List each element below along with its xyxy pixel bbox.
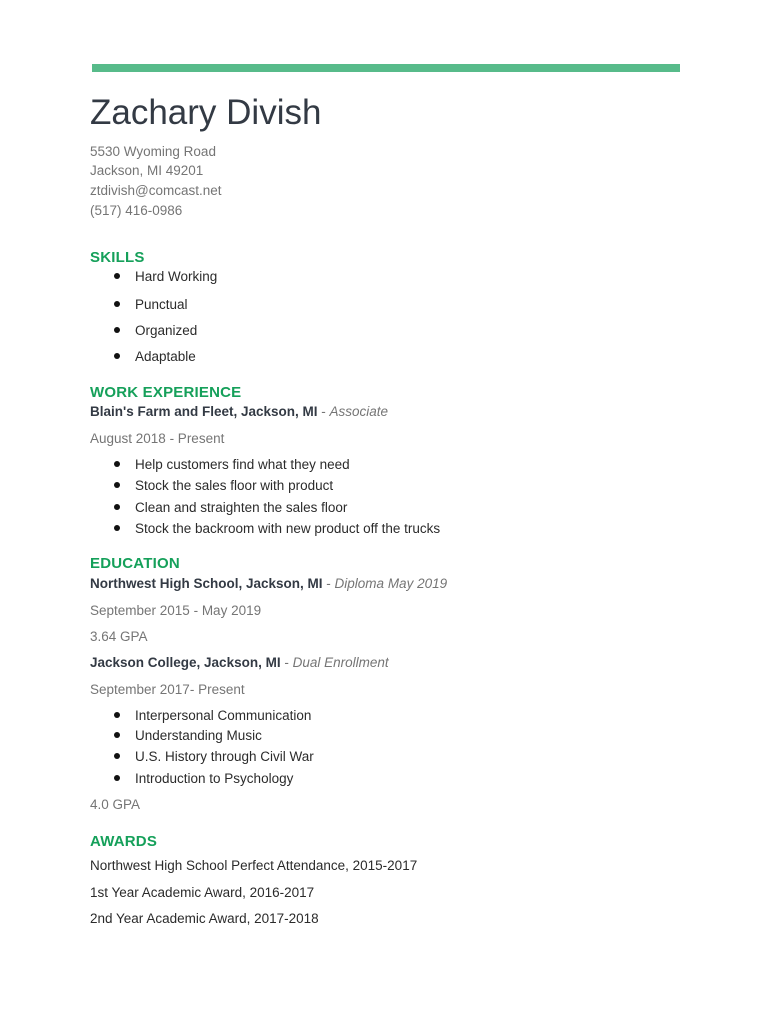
bullet-icon xyxy=(114,775,120,781)
address-line-1: 5530 Wyoming Road xyxy=(90,144,216,159)
job-duty: Help customers find what they need xyxy=(135,457,350,472)
bullet-icon xyxy=(114,482,120,488)
work-experience-heading: WORK EXPERIENCE xyxy=(90,384,242,401)
course-item: Interpersonal Communication xyxy=(135,708,312,723)
email: ztdivish@comcast.net xyxy=(90,183,222,198)
school-header xyxy=(90,575,447,593)
award-item: 1st Year Academic Award, 2016-2017 xyxy=(90,885,315,900)
bullet-icon xyxy=(114,504,120,510)
skill-item: Organized xyxy=(135,323,198,338)
bullet-icon xyxy=(114,327,120,333)
phone: (517) 416-0986 xyxy=(90,203,183,218)
school-separator: - xyxy=(322,576,335,591)
awards-heading: AWARDS xyxy=(90,833,158,850)
bullet-icon xyxy=(114,353,120,359)
school-name: Jackson College, Jackson, MI xyxy=(90,655,281,670)
bullet-icon xyxy=(114,273,120,279)
bullet-icon xyxy=(114,732,120,738)
candidate-name: Zachary Divish xyxy=(90,93,322,132)
school-gpa: 3.64 GPA xyxy=(90,629,148,644)
award-item: Northwest High School Perfect Attendance, 2015-2017 xyxy=(90,858,418,873)
bullet-icon xyxy=(114,301,120,307)
job-role: Associate xyxy=(329,404,389,419)
school-separator: - xyxy=(280,655,293,670)
course-item: Understanding Music xyxy=(135,728,262,743)
school-gpa: 4.0 GPA xyxy=(90,797,141,812)
address-line-2: Jackson, MI 49201 xyxy=(90,163,204,178)
course-item: U.S. History through Civil War xyxy=(135,749,314,764)
school-credential: Dual Enrollment xyxy=(292,655,389,670)
skills-heading: SKILLS xyxy=(90,249,145,266)
school-dates: September 2017- Present xyxy=(90,682,245,697)
education-heading: EDUCATION xyxy=(90,555,180,572)
bullet-icon xyxy=(114,753,120,759)
job-duty: Clean and straighten the sales floor xyxy=(135,500,348,515)
school-header xyxy=(90,654,389,672)
skill-item: Adaptable xyxy=(135,349,196,364)
bullet-icon xyxy=(114,712,120,718)
school-name: Northwest High School, Jackson, MI xyxy=(90,576,323,591)
job-separator: - xyxy=(317,404,330,419)
bullet-icon xyxy=(114,461,120,467)
skill-item: Punctual xyxy=(135,297,188,312)
school-dates: September 2015 - May 2019 xyxy=(90,603,262,618)
job-duty: Stock the sales floor with product xyxy=(135,478,334,493)
skill-item: Hard Working xyxy=(135,269,218,284)
job-employer: Blain's Farm and Fleet, Jackson, MI xyxy=(90,404,318,419)
award-item: 2nd Year Academic Award, 2017-2018 xyxy=(90,911,319,926)
job-duty: Stock the backroom with new product off the trucks xyxy=(135,521,441,536)
job-header xyxy=(90,403,388,421)
school-credential: Diploma May 2019 xyxy=(334,576,448,591)
bullet-icon xyxy=(114,525,120,531)
accent-bar xyxy=(92,64,680,72)
course-item: Introduction to Psychology xyxy=(135,771,294,786)
job-dates: August 2018 - Present xyxy=(90,431,225,446)
